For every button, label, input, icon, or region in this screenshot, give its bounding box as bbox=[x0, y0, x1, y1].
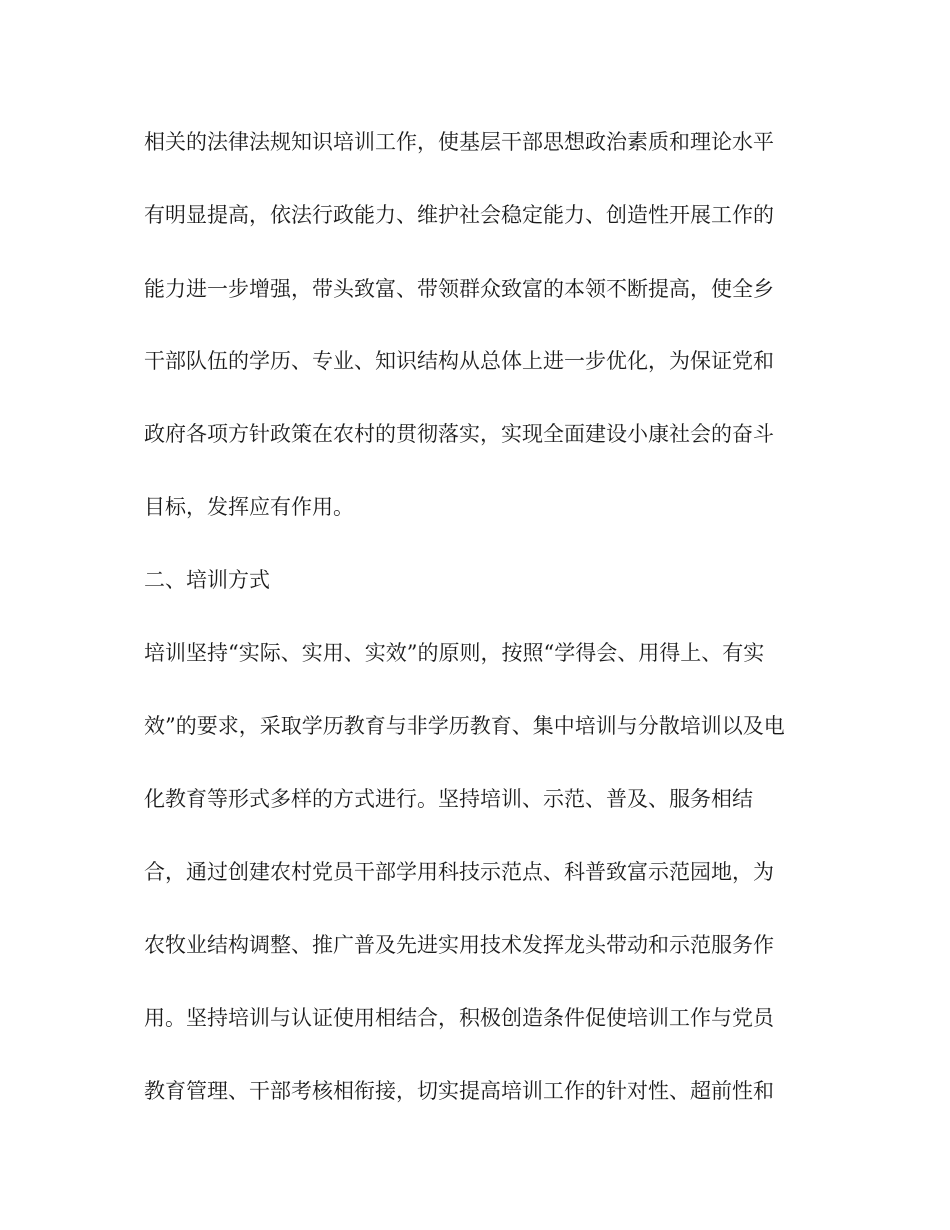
paragraph-line: 能力进一步增强，带头致富、带领群众致富的本领不断提高，使全乡 bbox=[144, 277, 774, 301]
paragraph-line: 相关的法律法规知识培训工作，使基层干部思想政治素质和理论水平 bbox=[144, 130, 774, 154]
paragraph-line: 培训坚持“实际、实用、实效”的原则，按照“学得会、用得上、有实 bbox=[144, 641, 765, 665]
paragraph-line: 目标，发挥应有作用。 bbox=[144, 495, 354, 519]
paragraph-line: 化教育等形式多样的方式进行。坚持培训、示范、普及、服务相结 bbox=[144, 787, 753, 811]
section-heading: 二、培训方式 bbox=[144, 568, 270, 592]
paragraph-line: 教育管理、干部考核相衔接，切实提高培训工作的针对性、超前性和 bbox=[144, 1079, 774, 1103]
paragraph-line: 有明显提高，依法行政能力、维护社会稳定能力、创造性开展工作的 bbox=[144, 203, 774, 227]
paragraph-line: 干部队伍的学历、专业、知识结构从总体上进一步优化，为保证党和 bbox=[144, 349, 774, 373]
paragraph-line: 合，通过创建农村党员干部学用科技示范点、科普致富示范园地，为 bbox=[144, 860, 774, 884]
paragraph-line: 政府各项方针政策在农村的贯彻落实，实现全面建设小康社会的奋斗 bbox=[144, 422, 774, 446]
paragraph-line: 效”的要求，采取学历教育与非学历教育、集中培训与分散培训以及电 bbox=[144, 714, 785, 738]
paragraph-line: 农牧业结构调整、推广普及先进实用技术发挥龙头带动和示范服务作 bbox=[144, 933, 774, 957]
paragraph-line: 用。坚持培训与认证使用相结合，积极创造条件促使培训工作与党员 bbox=[144, 1006, 774, 1030]
